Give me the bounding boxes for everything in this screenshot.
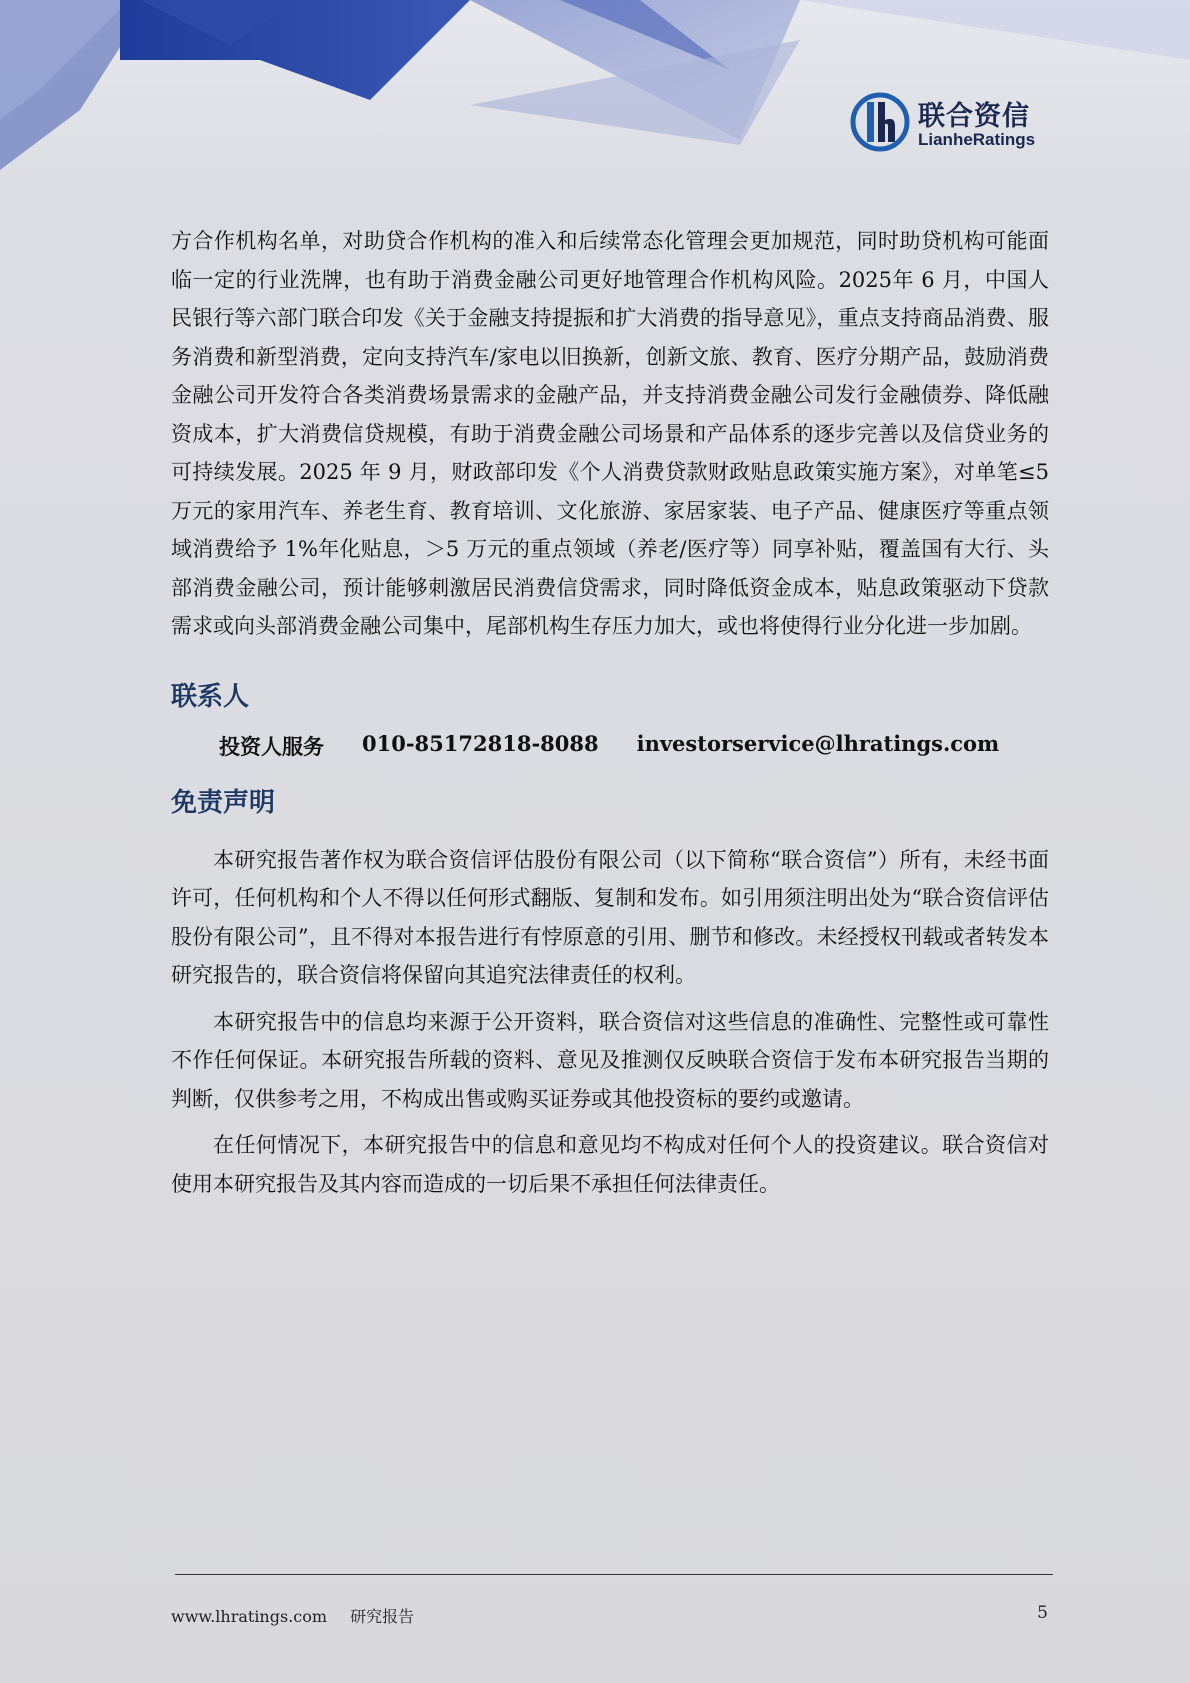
- footer-divider: [175, 1574, 1053, 1575]
- footer-doc-type: 研究报告: [350, 1607, 415, 1626]
- contact-email[interactable]: investorservice@lhratings.com: [636, 730, 1000, 756]
- page-number: 5: [1037, 1603, 1048, 1623]
- contact-line: [219, 731, 1049, 761]
- lianhe-logo-mark-icon: [850, 92, 910, 152]
- contact-heading: 联系人: [171, 681, 250, 712]
- disclaimer-paragraph: 本研究报告著作权为联合资信评估股份有限公司（以下简称“联合资信”）所有，未经书面许可，任何机构和个人不得以任何形式翻版、复制和发布。如引用须注明出处为“联合资信评估股份有限公司”，且不得对本报告进行有悖原意的引用、删节和修改。未经授权刊载或者转发本研究报告的，联合资信将保留向其追究法律责任的权利。: [171, 847, 1049, 987]
- report-content: [171, 222, 1049, 1203]
- footer-info: [171, 1604, 414, 1627]
- disclaimer-paragraph: 在任何情况下，本研究报告中的信息和意见均不构成对任何个人的投资建议。联合资信对使用本研究报告及其内容而造成的一切后果不承担任何法律责任。: [171, 1133, 1049, 1196]
- disclaimer-paragraph: 本研究报告中的信息均来源于公开资料，联合资信对这些信息的准确性、完整性或可靠性不作任何保证。本研究报告所载的资料、意见及推测仅反映联合资信于发布本研究报告当期的判断，仅供参考之用，不构成出售或购买证券或其他投资标的要约或邀请。: [171, 1009, 1049, 1111]
- contact-label: 投资人服务: [219, 733, 324, 759]
- footer-website-link[interactable]: www.lhratings.com: [171, 1607, 328, 1626]
- lianhe-ratings-logo: [850, 92, 1060, 152]
- contact-phone: 010-85172818-8088: [362, 730, 599, 756]
- logo-english-name: LianheRatings: [918, 130, 1036, 149]
- disclaimer-heading: 免责声明: [171, 787, 276, 818]
- logo-chinese-name: 联合资信: [918, 101, 1030, 132]
- intro-paragraph: 方合作机构名单，对助贷合作机构的准入和后续常态化管理会更加规范，同时助贷机构可能面临一定的行业洗牌，也有助于消费金融公司更好地管理合作机构风险。2025年 6 月，中国人民银行等六部门联合印发《关于金融支持提振和扩大消费的指导意见》，重点支持商品消费、服务消费和新型消费，定向支持汽车/家电以旧换新，创新文旅、教育、医疗分期产品，鼓励消费金融公司开发符合各类消费场景需求的金融产品，并支持消费金融公司发行金融债券、降低融资成本，扩大消费信贷规模，有助于消费金融公司场景和产品体系的逐步完善以及信贷业务的可持续发展。2025 年 9 月，财政部印发《个人消费贷款财政贴息政策实施方案》，对单笔≤5 万元的家用汽车、养老生育、教育培训、文化旅游、家居家装、电子产品、健康医疗等重点领域消费给予 1%年化贴息，＞5 万元的重点领域（养老/医疗等）同享补贴，覆盖国有大行、头部消费金融公司，预计能够刺激居民消费信贷需求，同时降低资金成本，贴息政策驱动下贷款需求或向头部消费金融公司集中，尾部机构生存压力加大，或也将使得行业分化进一步加剧。: [171, 229, 1049, 638]
